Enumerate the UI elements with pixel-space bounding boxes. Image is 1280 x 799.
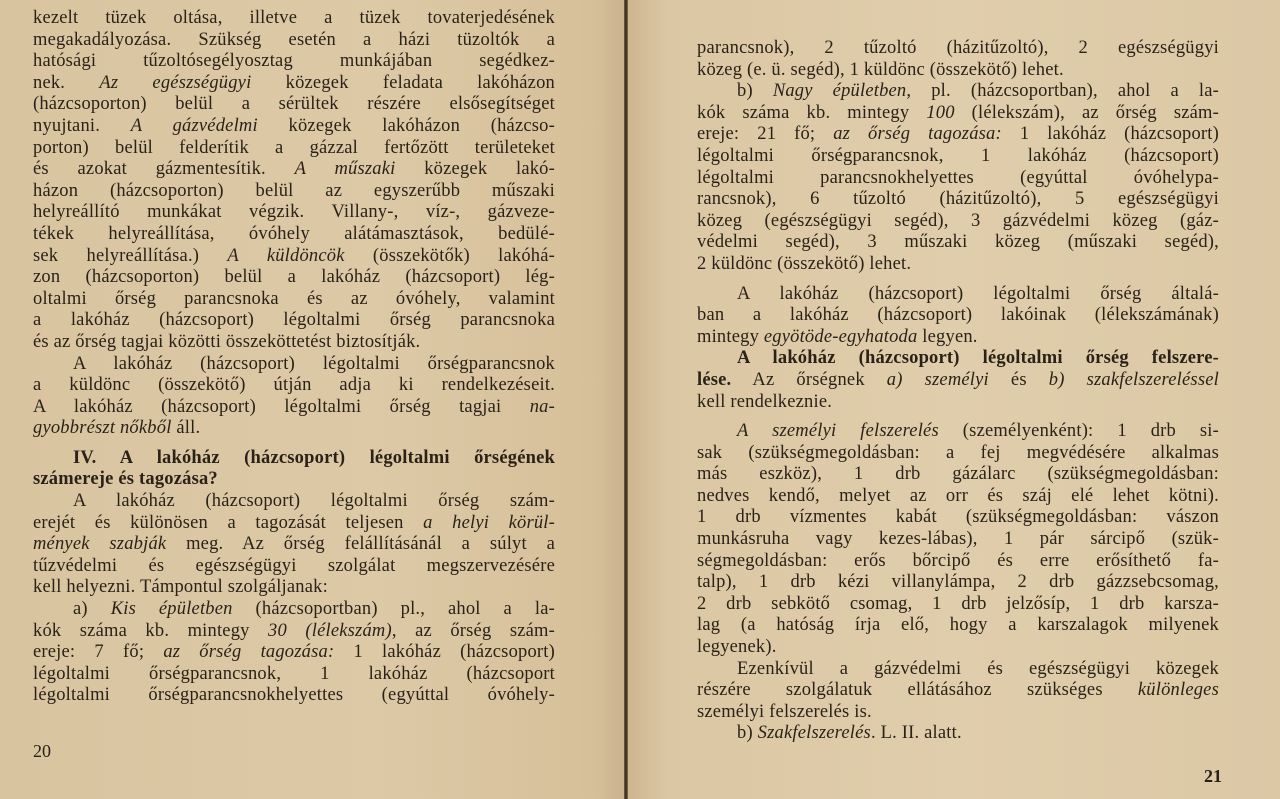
text-run: talp), 1 drb kézi villanylámpa, 2 drb gázzsebcsomag, (697, 572, 1219, 593)
text-line (697, 392, 1219, 414)
text-line (697, 327, 1219, 349)
italic-text: 30 (lélekszám) (268, 620, 392, 641)
text-run: légoltalmi őrségparancsnok, 1 lakóház (házcsoport (33, 663, 555, 684)
text-line (33, 94, 555, 116)
text-line (33, 513, 555, 535)
left-page-text (33, 8, 555, 707)
text-run: közegek feladata lakóházon (251, 72, 555, 93)
text-run: mintegy (697, 326, 764, 347)
text-run: oltalmi őrség parancsnoka és az óvóhely, valamint (33, 288, 555, 309)
text-run: légoltalmi őrségparancsnok, 1 lakóház (házcsoport) (697, 145, 1219, 166)
text-run: b) (737, 723, 758, 744)
text-run: helyreállító munkákat végzik. Villany-, víz-, gázveze- (33, 202, 555, 223)
text-run: (házcsoporton) belül a sérültek részére elsősegítséget (33, 94, 555, 115)
bold-text: A lakóház (házcsoport) légoltalmi őrség felszere- (737, 348, 1219, 369)
text-run: más eszköz), 1 drb gázálarc (szükségmegoldásban: (697, 464, 1219, 485)
italic-text: Az egészségügyi (99, 72, 252, 93)
italic-text: különleges (1137, 680, 1219, 701)
text-line (697, 168, 1219, 190)
text-run: áll. (171, 418, 201, 439)
text-line (33, 224, 555, 246)
italic-text: mények szabják (33, 534, 167, 555)
text-run: , az őrség szám- (391, 620, 555, 641)
text-line (697, 680, 1219, 702)
text-line (33, 664, 555, 686)
text-run: lag (a hatóság írja elő, hogy a karszalagok milyenek (697, 615, 1219, 636)
text-line (697, 348, 1219, 370)
text-run: tűzvédelmi és egészségügyi szolgálat megszervezésére (33, 555, 555, 576)
text-run: A lakóház (házcsoport) légoltalmi őrségparancsnok (73, 353, 555, 374)
italic-text: Szakfelszerelés (757, 723, 871, 744)
text-run: közegek lakóházon (házcso- (257, 115, 555, 136)
text-line (697, 146, 1219, 168)
italic-text: gyobbrészt nőkből (33, 418, 172, 439)
text-line (697, 723, 1219, 745)
text-line (33, 310, 555, 332)
text-run: Az őrségnek (731, 369, 887, 390)
text-run: ségmegoldásban: erős bőrcipő és erre erősíthető fa- (697, 550, 1219, 571)
text-run: közeg (egészségügyi segéd), 3 gázvédelmi közeg (gáz- (697, 210, 1219, 231)
text-line (697, 284, 1219, 306)
text-line (33, 159, 555, 181)
text-run: legyen. (917, 326, 978, 347)
text-run: meg. Az őrség felállításánál a súlyt a (166, 534, 555, 555)
text-run: kell rendelkeznie. (697, 391, 833, 412)
text-run: (házcsoportban) pl., ahol a la- (232, 599, 555, 620)
text-run: kók száma kb. mintegy (33, 620, 269, 641)
text-run: b) (737, 81, 773, 102)
text-run: ban a lakóház (házcsoport) lakóinak (lélekszámának) (697, 305, 1219, 326)
text-line (697, 507, 1219, 529)
text-run: 1 drb vízmentes kabát (szükségmegoldásban: vászon (697, 507, 1219, 528)
text-run: 1 lakóház (házcsoport) (334, 642, 555, 663)
left-page-number: 20 (33, 741, 51, 761)
text-run: A lakóház (házcsoport) légoltalmi őrség tagjai (33, 396, 530, 417)
text-run: zon (házcsoporton) belül a lakóház (házcsoport) lég- (33, 267, 555, 288)
text-line (33, 397, 555, 419)
text-line (33, 448, 555, 470)
text-run: ereje: 7 fő; (33, 642, 164, 663)
text-line (33, 685, 555, 707)
text-line (33, 289, 555, 311)
text-line (33, 375, 555, 397)
bold-text: számereje és tagozása? (33, 469, 218, 490)
bold-text: lése. (697, 369, 732, 390)
italic-text: A küldöncök (227, 245, 345, 266)
text-line (697, 659, 1219, 681)
text-run: kell helyezni. Támpontul szolgáljanak: (33, 577, 328, 598)
text-run: nyujtani. (33, 115, 131, 136)
text-line (33, 246, 555, 268)
text-line (33, 469, 555, 491)
text-run: a) (73, 599, 111, 620)
text-line (33, 73, 555, 95)
text-line (33, 8, 555, 30)
text-run: Ezenkívül a gázvédelmi és egészségügyi közegek (737, 658, 1219, 679)
text-line (33, 354, 555, 376)
text-run: nedves kendő, melyet az orr és száj elé lehet kötni). (697, 485, 1219, 506)
text-run: (személyenként): 1 drb si- (938, 421, 1219, 442)
text-line (697, 615, 1219, 637)
text-line (33, 599, 555, 621)
italic-text: A műszaki (294, 159, 396, 180)
text-line (697, 572, 1219, 594)
text-line (697, 702, 1219, 724)
italic-text: na- (529, 396, 555, 417)
text-run: kezelt tüzek oltása, illetve a tüzek tovaterjedésének (33, 8, 555, 28)
text-run: kók száma kb. mintegy (697, 102, 927, 123)
text-line (33, 51, 555, 73)
text-line (697, 81, 1219, 103)
text-line (33, 267, 555, 289)
text-line (697, 305, 1219, 327)
text-line (697, 60, 1219, 82)
text-line (33, 556, 555, 578)
text-run: és (988, 369, 1049, 390)
text-run: légoltalmi őrségparancsnokhelyettes (egyúttal óvóhely- (33, 685, 555, 706)
text-run: , pl. (házcsoportban), ahol a la- (906, 81, 1220, 102)
text-run: személyi felszerelés is. (697, 701, 872, 722)
text-run: légoltalmi parancsnokhelyettes (egyúttal óvóhelypa- (697, 167, 1219, 188)
text-line (33, 534, 555, 556)
text-run: közeg (e. ü. segéd), 1 küldönc (összekötő) lehet. (697, 59, 1064, 80)
text-line (697, 103, 1219, 125)
text-line (697, 189, 1219, 211)
text-line (697, 594, 1219, 616)
text-run: a lakóház (házcsoport) légoltalmi őrség parancsnoka (33, 310, 555, 331)
italic-text: A gázvédelmi (130, 115, 258, 136)
text-run: munkásruha vagy kezes-lábas), 1 pár sárcipő (szük- (697, 529, 1219, 550)
text-run: nek. (33, 72, 100, 93)
text-run: A lakóház (házcsoport) légoltalmi őrség általá- (737, 283, 1219, 304)
text-line (33, 418, 555, 440)
text-run: és azokat gázmentesítik. (33, 159, 295, 180)
text-run: legyenek). (697, 637, 777, 658)
italic-text: b) szakfelszereléssel (1048, 369, 1219, 390)
text-run: (lélekszám), az őrség szám- (954, 102, 1219, 123)
text-line (33, 642, 555, 664)
text-run: . L. II. alatt. (870, 723, 962, 744)
text-line (697, 254, 1219, 276)
text-line (697, 486, 1219, 508)
bold-text: IV. A lakóház (házcsoport) légoltalmi őrségének (73, 447, 555, 468)
text-line (33, 577, 555, 599)
right-page (628, 0, 1280, 799)
text-run: sak (szükségmegoldásban: a fej megvédésére alkalmas (697, 442, 1219, 463)
italic-text: a) személyi (886, 369, 989, 390)
text-run: védelmi segéd), 3 műszaki közeg (műszaki segéd), (697, 232, 1219, 253)
italic-text: 100 (926, 102, 955, 123)
text-line (697, 370, 1219, 392)
text-line (697, 38, 1219, 60)
text-run: parancsnok), 2 tűzoltó (házitűzoltó), 2 egészségügyi (697, 38, 1219, 58)
right-page-text (697, 38, 1219, 745)
italic-text: az őrség tagozása: (163, 642, 335, 663)
text-run: házon (házcsoporton) belül az egyszerűbb műszaki (33, 180, 555, 201)
text-run: erejét és különösen a tagozását teljesen (33, 512, 424, 533)
text-run: A lakóház (házcsoport) légoltalmi őrség szám- (73, 491, 555, 512)
text-line (697, 443, 1219, 465)
italic-text: az őrség tagozása: (833, 124, 1002, 145)
text-run: tékek helyreállítása, óvóhely alátámasztások, bedülé- (33, 223, 555, 244)
text-line (697, 232, 1219, 254)
text-line (33, 30, 555, 52)
text-line (697, 637, 1219, 659)
text-run: közegek lakó- (395, 159, 555, 180)
italic-text: Nagy épületben (772, 81, 907, 102)
text-line (697, 464, 1219, 486)
right-page-number: 21 (1204, 766, 1222, 786)
text-line (697, 211, 1219, 233)
text-line (33, 202, 555, 224)
text-run: sek helyreállítása.) (33, 245, 228, 266)
text-run: ereje: 21 fő; (697, 124, 834, 145)
text-run: (összekötők) lakóhá- (344, 245, 555, 266)
text-line (697, 551, 1219, 573)
text-run: rancsnok), 6 tűzoltó (házitűzoltó), 5 egészségügyi (697, 189, 1219, 210)
text-run: megakadályozása. Szükség esetén a házi tüzoltók a (33, 29, 555, 50)
text-line (697, 124, 1219, 146)
text-line (33, 621, 555, 643)
italic-text: egyötöde-egyhatoda (763, 326, 918, 347)
text-run: porton) belül felderítik a gázzal fertőzött területeket (33, 137, 555, 158)
italic-text: a helyi körül- (423, 512, 555, 533)
text-line (33, 138, 555, 160)
text-line (33, 116, 555, 138)
text-run: 2 küldönc (összekötő) lehet. (697, 253, 912, 274)
italic-text: A személyi felszerelés (737, 421, 939, 442)
text-run: hatósági tűzoltósegélyosztag munkájában segédkez- (33, 51, 555, 72)
text-run: 2 drb sebkötő csomag, 1 drb jelzősíp, 1 drb karsza- (697, 593, 1219, 614)
italic-text: Kis épületben (110, 599, 233, 620)
text-run: részére szolgálatuk ellátásához szükséges (697, 680, 1138, 701)
text-run: és az őrség tagjai közötti összeköttetést biztosítják. (33, 331, 421, 352)
text-line (697, 529, 1219, 551)
text-line (33, 181, 555, 203)
text-run: a küldönc (összekötő) útján adja ki rendelkezéseit. (33, 375, 555, 396)
text-line (33, 491, 555, 513)
text-run: 1 lakóház (házcsoport) (1001, 124, 1219, 145)
left-page (0, 0, 626, 799)
text-line (697, 421, 1219, 443)
text-line (33, 332, 555, 354)
